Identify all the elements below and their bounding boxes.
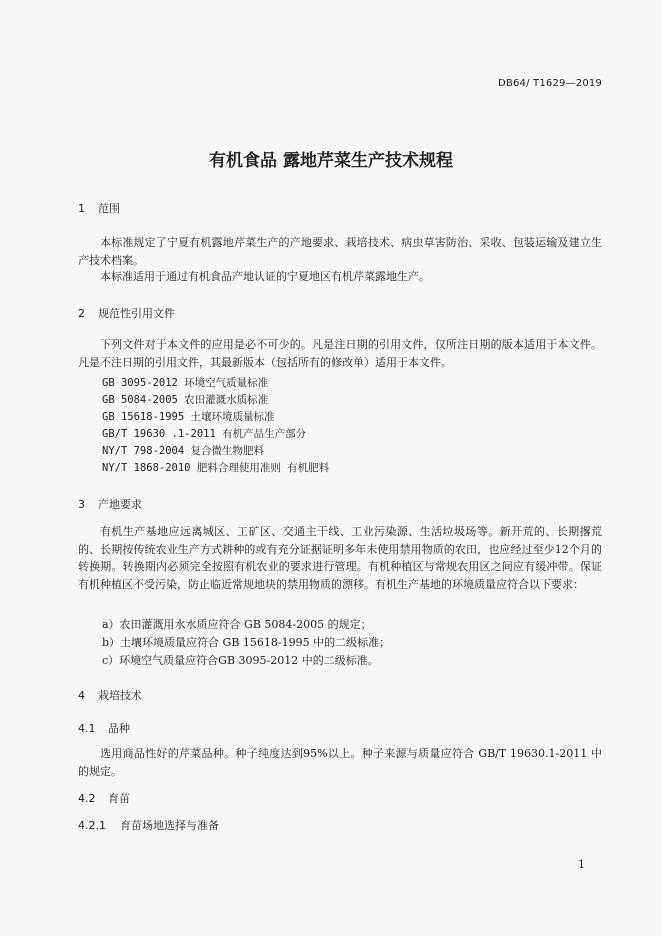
list-item: c）环境空气质量应符合GB 3095-2012 中的二级标准。	[102, 654, 379, 667]
section-title: 栽培技术	[98, 689, 142, 702]
reference-item: NY/T 798-2004 复合微生物肥料	[102, 445, 265, 457]
list-item: b）土壤环境质量应符合 GB 15618-1995 中的二级标准；	[102, 636, 391, 649]
section-title: 品种	[108, 722, 130, 735]
section-3-heading	[78, 496, 142, 512]
page-number: 1	[578, 858, 585, 871]
reference-item: GB/T 19630 .1-2011 有机产品生产部分	[102, 428, 307, 440]
paragraph: 有机生产基地应远离城区、工矿区、交通主干线、工业污染源、生活垃圾场等。新开荒的、长期撂荒的、长期按传统农业生产方式耕种的或有充分证据证明多年未使用禁用物质的农田，也应经过至少12个月的转换期。转换期内必须完全按照有机农业的要求进行管理。有机种植区与常规农用区之间应有缓冲带。保证有机种植区不受污染，防止临近常规地块的禁用物质的漂移。有机生产基地的环境质量应符合以下要求：	[78, 525, 602, 591]
document-title: 有机食品 露地芹菜生产技术规程	[209, 151, 453, 171]
section-4-heading	[78, 687, 142, 703]
reference-item: GB 15618-1995 土壤环境质量标准	[102, 411, 275, 423]
paragraph: 选用商品性好的芹菜品种。种子纯度达到95%以上。种子来源与质量应符合 GB/T 19630.1-2011 中的规定。	[78, 747, 602, 778]
list-item: a）农田灌溉用水水质应符合 GB 5084-2005 的规定；	[102, 618, 372, 631]
reference-item: GB 5084-2005 农田灌溉水质标准	[102, 394, 269, 406]
reference-item: NY/T 1868-2010 肥料合理使用准则 有机肥料	[102, 462, 330, 474]
section-number: 3	[78, 498, 85, 511]
section-title: 育苗	[108, 792, 130, 805]
paragraph: 下列文件对于本文件的应用是必不可少的。凡是注日期的引用文件，仅所注日期的版本适用于本文件。凡是不注日期的引用文件，其最新版本（包括所有的修改单）适用于本文件。	[78, 338, 602, 369]
section-title: 规范性引用文件	[98, 307, 175, 320]
section-1-heading	[78, 200, 120, 216]
section-title: 范围	[98, 202, 120, 215]
reference-item: GB 3095-2012 环境空气质量标准	[102, 377, 269, 389]
section-2-heading	[78, 305, 175, 321]
section-title: 产地要求	[98, 498, 142, 511]
section-number: 4	[78, 689, 85, 702]
section-number: 4.2	[78, 792, 96, 805]
paragraph: 本标准适用于通过有机食品产地认证的宁夏地区有机芹菜露地生产。	[100, 270, 430, 283]
paragraph: 本标准规定了宁夏有机露地芹菜生产的产地要求、栽培技术、病虫草害防治、采收、包装运输及建立生产技术档案。	[78, 236, 602, 267]
section-number: 4.2.1	[78, 819, 106, 832]
section-4-2-heading	[78, 790, 130, 806]
section-4-2-1-heading	[78, 817, 219, 833]
section-number: 1	[78, 202, 85, 215]
section-number: 4.1	[78, 722, 96, 735]
section-title: 育苗场地选择与准备	[120, 819, 219, 832]
section-4-1-heading	[78, 720, 130, 736]
section-number: 2	[78, 307, 85, 320]
standard-code: DB64/ T1629—2019	[498, 78, 603, 89]
